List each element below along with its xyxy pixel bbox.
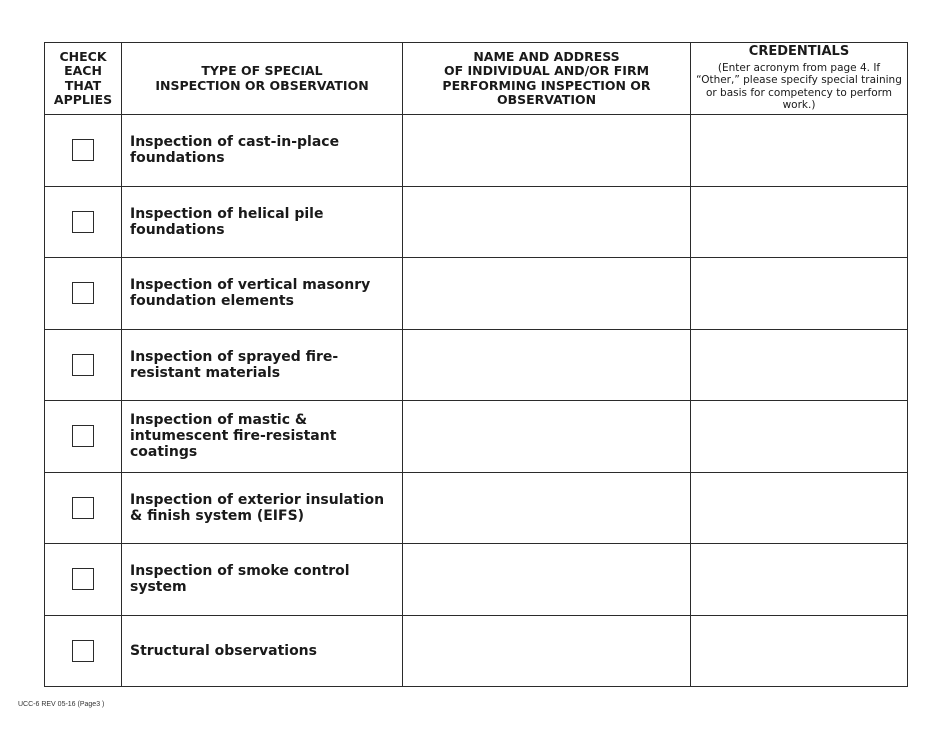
- inspection-type: Inspection of smoke control system: [122, 544, 403, 616]
- check-cell: [45, 329, 122, 401]
- header-row: [45, 43, 908, 115]
- check-cell: [45, 115, 122, 187]
- checkbox[interactable]: [72, 211, 94, 233]
- name-address-field[interactable]: [403, 329, 691, 401]
- header-check-line: THAT: [64, 77, 102, 93]
- header-check-line: APPLIES: [53, 92, 113, 107]
- checkbox[interactable]: [72, 139, 94, 161]
- header-check-each: [45, 43, 122, 115]
- inspection-type: Inspection of helical pile foundations: [122, 186, 403, 258]
- table-row: [45, 186, 908, 258]
- header-check-line: CHECK: [59, 48, 107, 64]
- form-footer: UCC-6 REV 05-16 (Page3 ): [18, 701, 105, 708]
- inspection-type: Structural observations: [122, 615, 403, 687]
- credentials-title: CREDENTIALS: [748, 44, 850, 60]
- header-name-line: OBSERVATION: [496, 92, 597, 107]
- credentials-note: (Enter acronym from page 4. If “Other,” please specify special training or basis for competency to perform work.): [696, 61, 902, 112]
- table-row: [45, 115, 908, 187]
- name-address-field[interactable]: [403, 401, 691, 473]
- special-inspections-table: [44, 42, 908, 687]
- header-name-line: OF INDIVIDUAL AND/OR FIRM: [443, 63, 650, 78]
- inspection-type: Inspection of vertical masonry foundation elements: [122, 258, 403, 330]
- header-name-line: PERFORMING INSPECTION OR: [442, 77, 651, 93]
- inspection-type: Inspection of sprayed fire-resistant materials: [122, 329, 403, 401]
- header-credentials: [691, 43, 908, 115]
- table-row: [45, 329, 908, 401]
- table-row: [45, 544, 908, 616]
- check-cell: [45, 401, 122, 473]
- header-type-line: INSPECTION OR OBSERVATION: [155, 77, 369, 93]
- checkbox[interactable]: [72, 425, 94, 447]
- checkbox[interactable]: [72, 568, 94, 590]
- table-row: [45, 472, 908, 544]
- name-address-field[interactable]: [403, 115, 691, 187]
- checkbox[interactable]: [72, 497, 94, 519]
- checkbox[interactable]: [72, 640, 94, 662]
- credentials-field[interactable]: [691, 615, 908, 687]
- header-name-line: NAME AND ADDRESS: [473, 48, 620, 64]
- credentials-field[interactable]: [691, 258, 908, 330]
- table-row: [45, 401, 908, 473]
- table-row: [45, 258, 908, 330]
- check-cell: [45, 615, 122, 687]
- name-address-field[interactable]: [403, 544, 691, 616]
- credentials-field[interactable]: [691, 115, 908, 187]
- inspection-type: Inspection of exterior insulation & finish system (EIFS): [122, 472, 403, 544]
- check-cell: [45, 258, 122, 330]
- name-address-field[interactable]: [403, 186, 691, 258]
- credentials-field[interactable]: [691, 472, 908, 544]
- name-address-field[interactable]: [403, 472, 691, 544]
- credentials-field[interactable]: [691, 544, 908, 616]
- header-type-line: TYPE OF SPECIAL: [201, 63, 323, 78]
- check-cell: [45, 544, 122, 616]
- checkbox[interactable]: [72, 282, 94, 304]
- credentials-field[interactable]: [691, 186, 908, 258]
- table-row: [45, 615, 908, 687]
- check-cell: [45, 472, 122, 544]
- check-cell: [45, 186, 122, 258]
- credentials-field[interactable]: [691, 329, 908, 401]
- checkbox[interactable]: [72, 354, 94, 376]
- header-check-line: EACH: [64, 63, 102, 78]
- inspection-type: Inspection of mastic & intumescent fire-resistant coatings: [122, 401, 403, 473]
- name-address-field[interactable]: [403, 258, 691, 330]
- inspection-type: Inspection of cast-in-place foundations: [122, 115, 403, 187]
- header-name-address: [403, 43, 691, 115]
- credentials-field[interactable]: [691, 401, 908, 473]
- header-type: [122, 43, 403, 115]
- name-address-field[interactable]: [403, 615, 691, 687]
